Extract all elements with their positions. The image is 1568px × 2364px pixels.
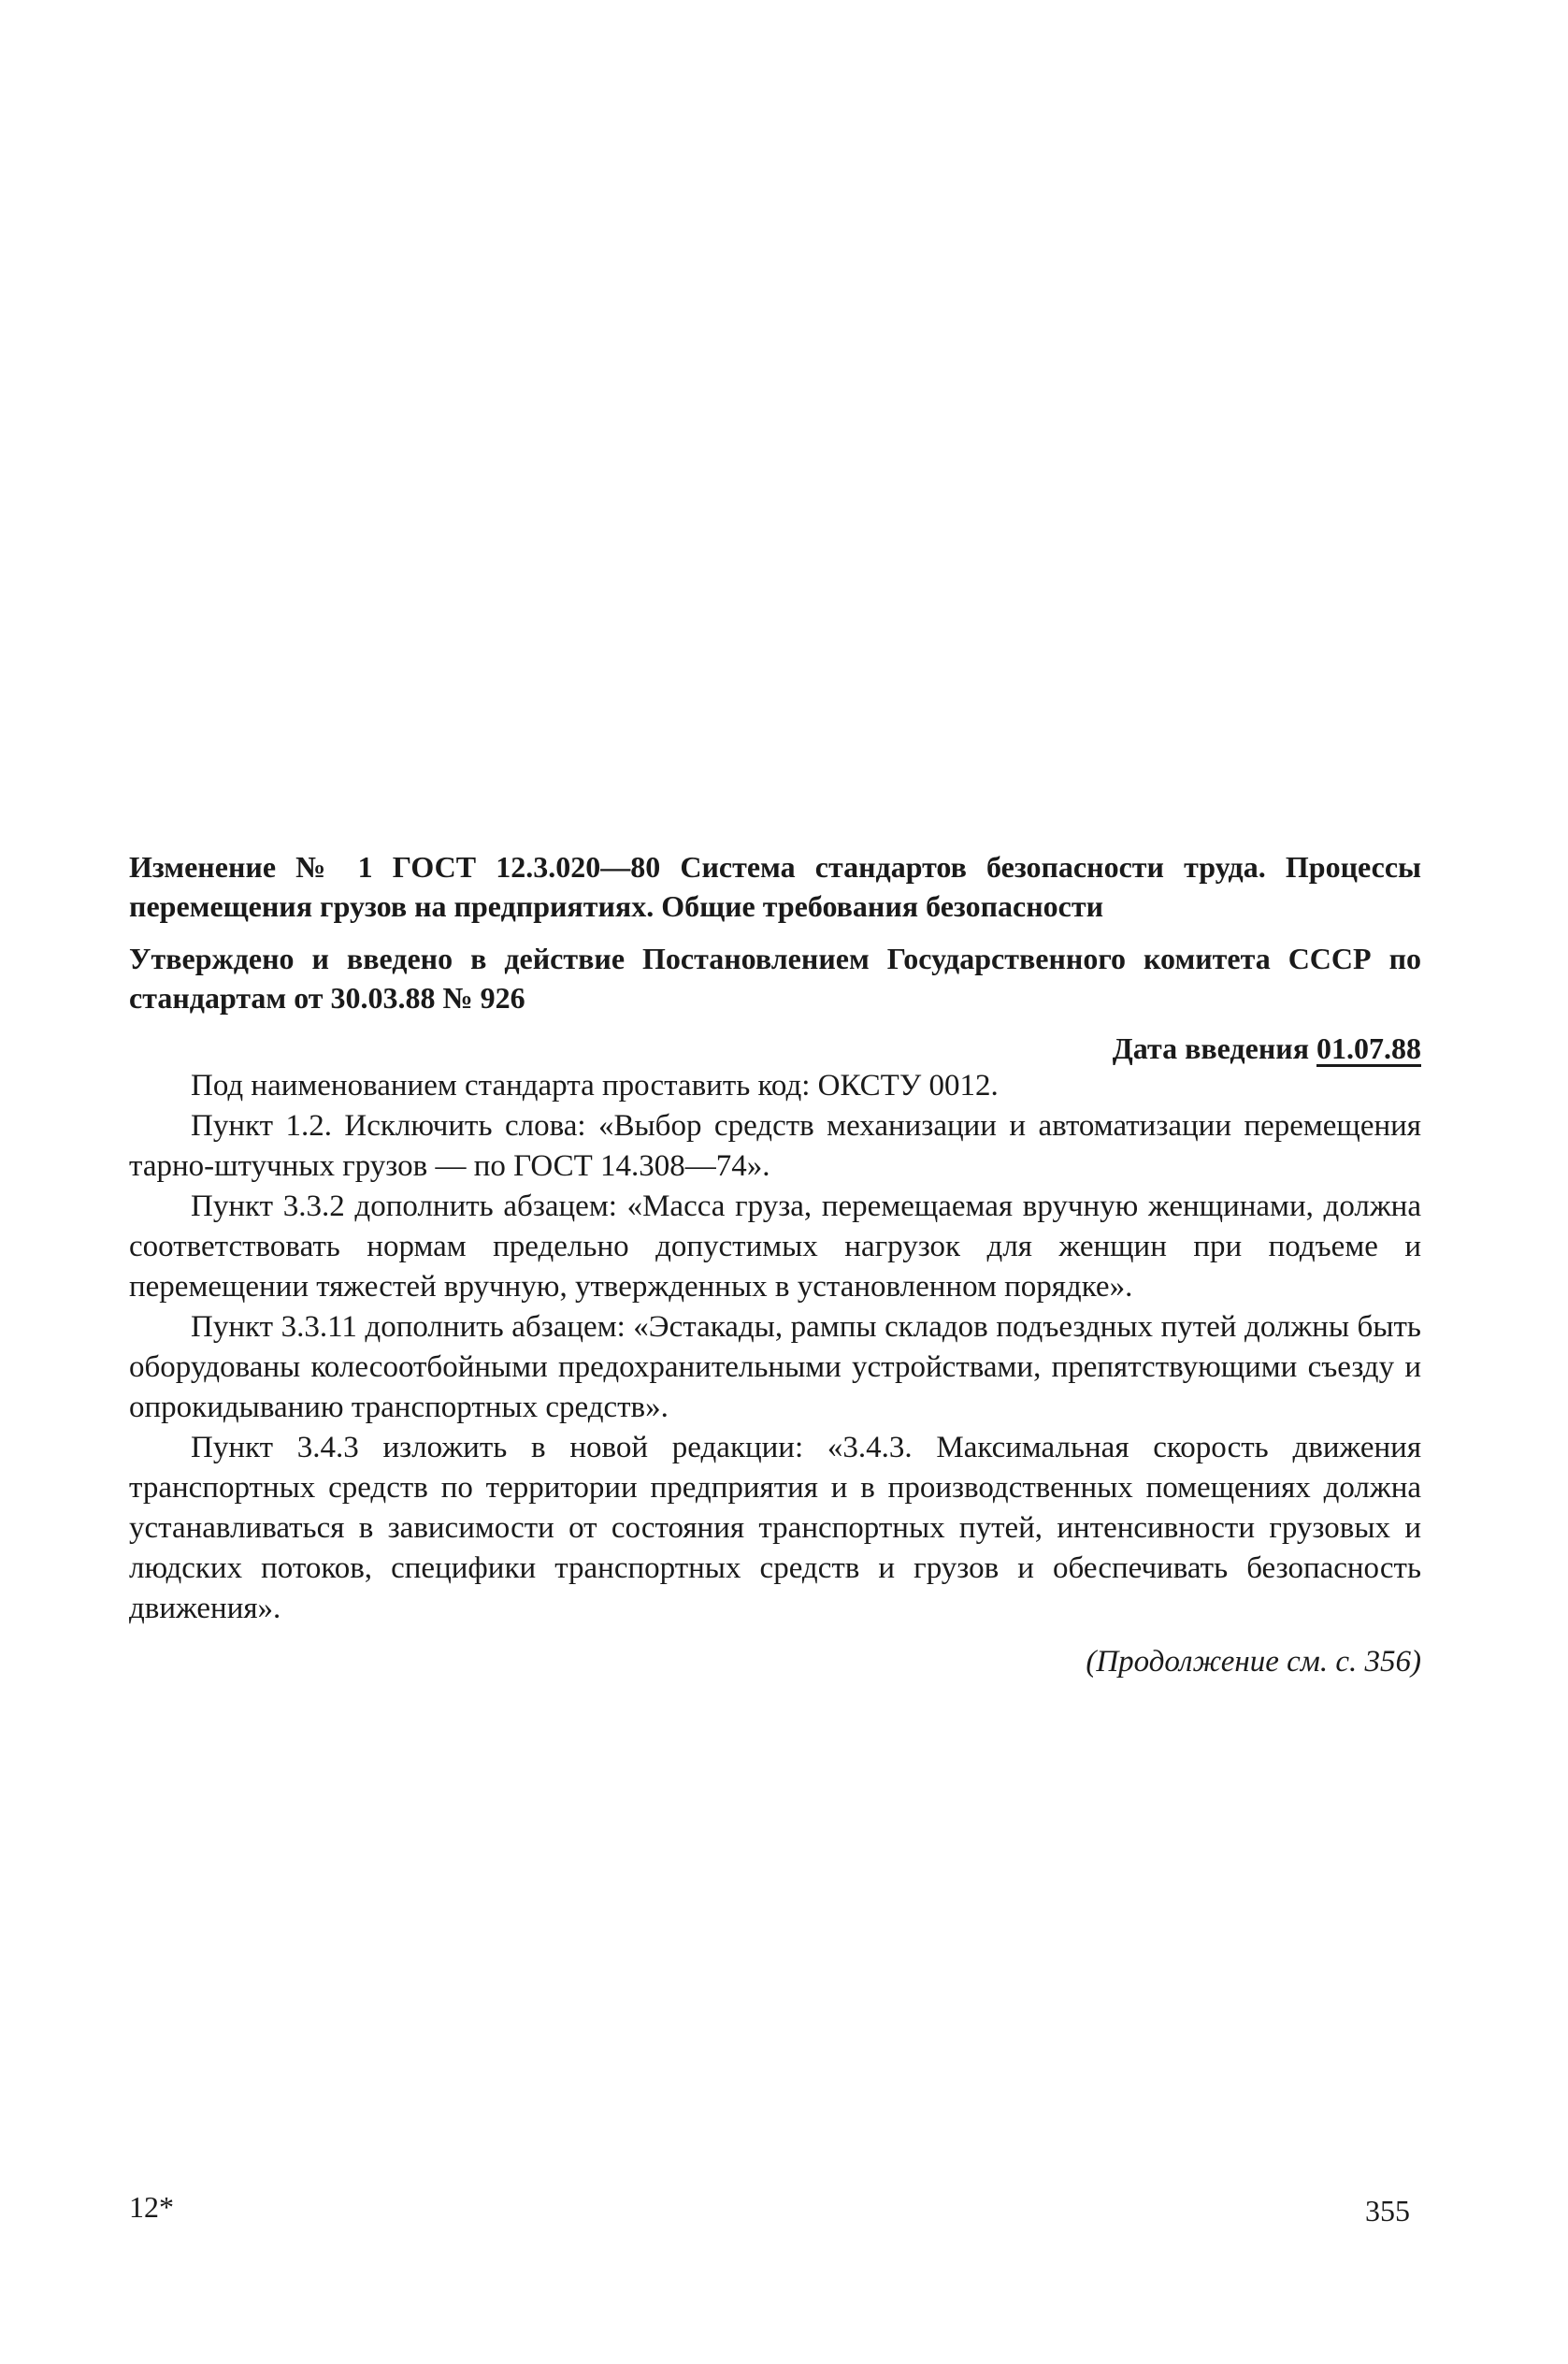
page-number: 355 [1365, 2194, 1410, 2227]
approval-statement: Утверждено и введено в действие Постановлением Государственного комитета СССР по стандартам от 30.03.88 № 926 [129, 942, 1421, 1015]
effective-date [129, 1029, 1421, 1068]
change-body [129, 1066, 1421, 1682]
change-title: Изменение № 1 ГОСТ 12.3.020—80 Система стандартов безопасности труда. Процессы перемещения грузов на предприятиях. Общие требования безопасности [129, 850, 1421, 923]
change-header [129, 847, 1421, 1068]
effective-date-value: 01.07.88 [1316, 1031, 1421, 1065]
paragraph-okstu-code: Под наименованием стандарта проставить код: ОКСТУ 0012. [191, 1069, 999, 1103]
paragraph-clause-1-2: Пункт 1.2. Исключить слова: «Выбор средств механизации и автоматизации перемещения тарно-штучных грузов — по ГОСТ 14.308—74». [129, 1109, 1421, 1183]
signature-mark: 12* [129, 2190, 174, 2224]
paragraph-clause-3-4-3: Пункт 3.4.3 изложить в новой редакции: «3.4.3. Максимальная скорость движения транспортных средств по территории предприятия и в производственных помещениях должна устанавливаться в зависимости от состояния транспортных путей, интенсивности грузовых и людских потоков, специфики транспортных средств и грузов и обеспечивать безопасность движения». [129, 1431, 1421, 1625]
effective-date-label: Дата введения [1112, 1031, 1309, 1065]
continuation-note: (Продолжение см. с. 356) [1086, 1645, 1421, 1679]
paragraph-clause-3-3-11: Пункт 3.3.11 дополнить абзацем: «Эстакады, рампы складов подъездных путей должны быть оборудованы колесоотбойными предохранительными устройствами, препятствующими съезду и опрокидыванию транспортных средств». [129, 1310, 1421, 1424]
paragraph-clause-3-3-2: Пункт 3.3.2 дополнить абзацем: «Масса груза, перемещаемая вручную женщинами, должна соответствовать нормам предельно допустимых нагрузок для женщин при подъеме и перемещении тяжестей вручную, утвержденных в установленном порядке». [129, 1189, 1421, 1304]
